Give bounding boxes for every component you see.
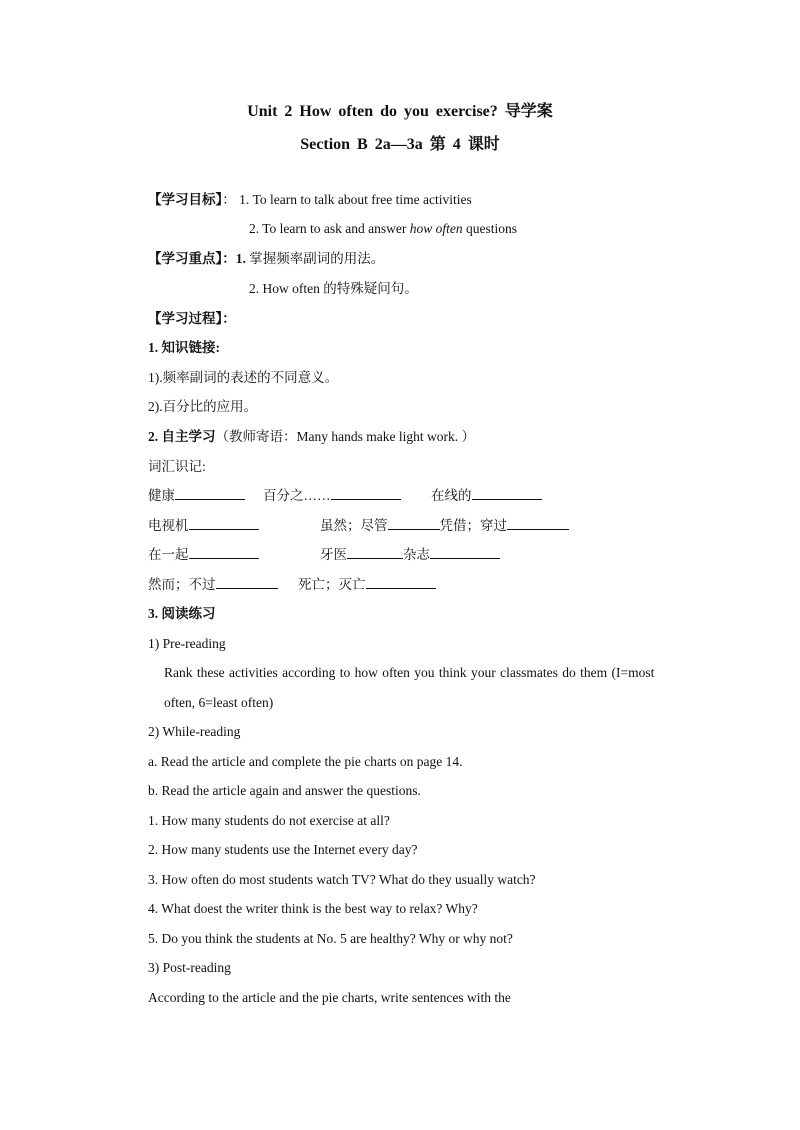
vocab-word: 电视机 <box>148 518 189 533</box>
self-study-note: （教师寄语：Many hands make light work. ） <box>215 429 475 444</box>
pre-reading-text-1: Rank these activities according to how often you think your classmates do them (I=most <box>164 665 655 680</box>
vocab-word: 死亡；灭亡 <box>298 577 366 592</box>
self-study-row <box>148 428 475 446</box>
vocab-blank[interactable] <box>216 576 278 589</box>
key-points-row-1 <box>148 250 384 268</box>
objective-item-2: 2. To learn to ask and answer <box>249 221 407 236</box>
vocab-blank[interactable] <box>189 546 259 559</box>
objectives-label: 【学习目标】 <box>148 192 223 207</box>
vocab-word: 虽然；尽管 <box>320 518 388 533</box>
vocab-blank[interactable] <box>388 517 440 530</box>
task-a: a. Read the article and complete the pie charts on page 14. <box>148 754 463 769</box>
vocab-row-4 <box>148 576 436 594</box>
vocab-word: 杂志 <box>403 547 430 562</box>
key-point-1-text: 掌握频率副词的用法。 <box>249 251 385 266</box>
vocab-word: 在线的 <box>431 488 472 503</box>
question-2: 2. How many students use the Internet every day? <box>148 842 418 857</box>
vocab-item <box>298 576 436 594</box>
objectives-row-2 <box>249 220 517 238</box>
knowledge-item-1: 1).频率副词的表述的不同意义。 <box>148 370 339 385</box>
vocab-word: 凭借；穿过 <box>439 518 507 533</box>
knowledge-item-2: 2).百分比的应用。 <box>148 399 258 414</box>
process-label <box>148 310 236 328</box>
vocab-item <box>320 546 500 564</box>
post-reading-title: 3) Post-reading <box>148 960 231 975</box>
vocab-item <box>148 576 298 594</box>
question-3: 3. How often do most students watch TV? What do they usually watch? <box>148 872 536 887</box>
vocab-item <box>431 487 542 505</box>
knowledge-heading: 1. 知识链接: <box>148 340 220 355</box>
vocab-row-1 <box>148 487 542 505</box>
reading-heading: 3. 阅读练习 <box>148 606 216 621</box>
objective-item-1: 1. To learn to talk about free time activities <box>239 192 472 207</box>
page-title: Unit 2 How often do you exercise? 导学案 <box>247 103 553 120</box>
vocab-item <box>263 487 431 505</box>
process-label-text: 【学习过程】 <box>148 311 223 326</box>
vocab-blank[interactable] <box>366 576 436 589</box>
process-colon: ： <box>222 311 236 326</box>
while-reading-title: 2) While-reading <box>148 724 241 739</box>
vocab-blank[interactable] <box>175 487 245 500</box>
key-points-label: 【学习重点】 <box>148 251 223 266</box>
objective-item-2-italic: how often <box>409 221 463 236</box>
vocab-blank[interactable] <box>472 487 542 500</box>
question-4: 4. What doest the writer think is the best way to relax? Why? <box>148 901 478 916</box>
post-reading-text: According to the article and the pie charts, write sentences with the <box>148 990 511 1005</box>
vocab-blank[interactable] <box>189 517 259 530</box>
vocab-item <box>148 487 263 505</box>
pre-reading-title: 1) Pre-reading <box>148 636 226 651</box>
vocab-item <box>320 517 569 535</box>
key-point-1-num: 1. <box>235 251 246 266</box>
self-study-heading: 2. 自主学习 <box>148 429 216 444</box>
vocab-row-3 <box>148 546 500 564</box>
pre-reading-text-2: often, 6=least often) <box>164 695 274 710</box>
vocab-word: 在一起 <box>148 547 189 562</box>
objectives-row-1 <box>148 191 472 209</box>
key-points-colon: ： <box>222 251 236 266</box>
vocab-blank[interactable] <box>430 546 500 559</box>
task-b: b. Read the article again and answer the questions. <box>148 783 421 798</box>
vocab-word: 健康 <box>148 488 175 503</box>
vocab-blank[interactable] <box>507 517 569 530</box>
question-5: 5. Do you think the students at No. 5 are healthy? Why or why not? <box>148 931 513 946</box>
vocab-blank[interactable] <box>347 546 403 559</box>
page-subtitle: Section B 2a—3a 第 4 课时 <box>300 136 500 153</box>
vocab-word: 百分之…… <box>263 488 331 503</box>
question-1: 1. How many students do not exercise at all? <box>148 813 390 828</box>
vocab-item <box>148 517 320 535</box>
objective-item-2-end: questions <box>466 221 518 236</box>
vocab-word: 然而；不过 <box>148 577 216 592</box>
vocab-blank[interactable] <box>331 487 401 500</box>
objectives-colon: ： <box>222 192 236 207</box>
key-point-2: 2. How often 的特殊疑问句。 <box>249 281 418 296</box>
vocab-label: 词汇识记: <box>148 459 206 474</box>
vocab-word: 牙医 <box>320 547 347 562</box>
vocab-row-2 <box>148 517 569 535</box>
vocab-item <box>148 546 320 564</box>
